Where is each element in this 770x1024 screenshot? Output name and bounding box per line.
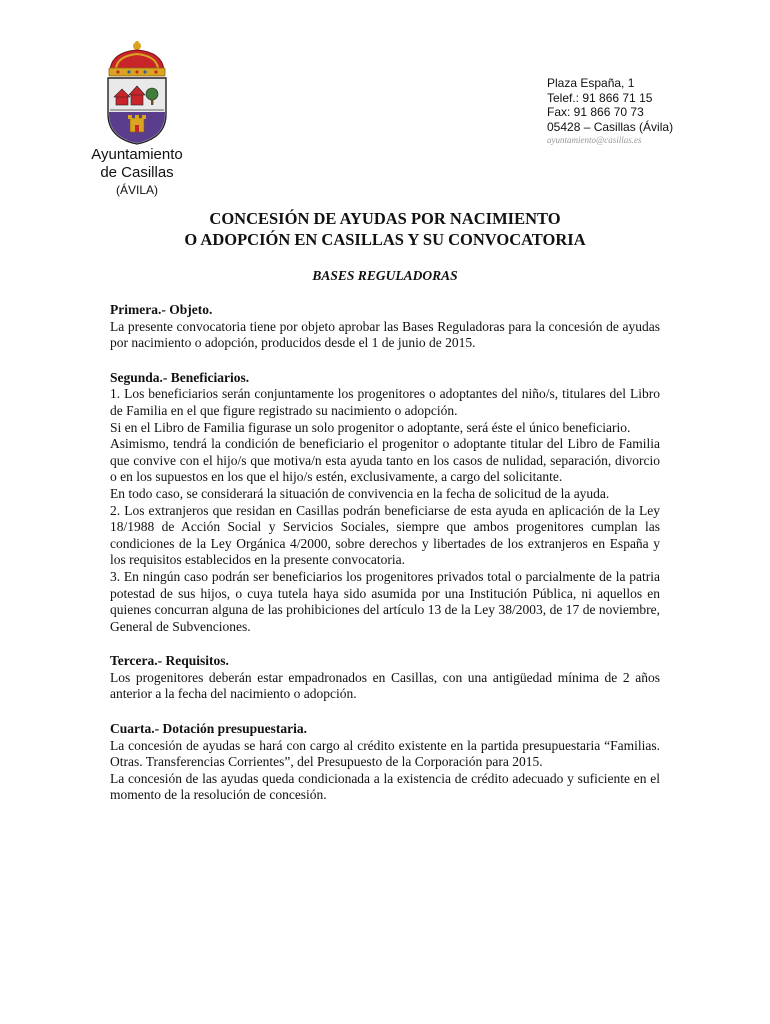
paragraph: La presente convocatoria tiene por objeto aprobar las Bases Reguladoras para la concesión de ayudas por nacimiento o adopción, producidos desde el 1 de junio de 2015. <box>110 318 660 351</box>
document-subtitle: BASES REGULADORAS <box>312 268 458 283</box>
address-block <box>547 76 673 146</box>
org-line-3: (ÁVILA) <box>115 183 158 197</box>
section-heading: Tercera.- Requisitos. <box>110 653 229 669</box>
castle-icon <box>128 115 146 132</box>
address-line: Plaza España, 1 <box>547 76 635 90</box>
section-tercera <box>110 653 660 703</box>
crown-icon <box>109 41 165 76</box>
paragraph: Si en el Libro de Familia figurase un solo progenitor o adoptante, será éste el único beneficiario. <box>110 419 631 435</box>
fax-line: Fax: 91 866 70 73 <box>547 105 644 119</box>
coat-of-arms-icon <box>104 40 170 146</box>
paragraph: 1. Los beneficiarios serán conjuntamente los progenitores o adoptantes del niño/s, titulares del Libro de Familia en el que figure registrado su nacimiento o adopción. <box>110 386 660 418</box>
document-title <box>100 208 670 250</box>
paragraph: Asimismo, tendrá la condición de beneficiario el progenitor o adoptante titular del Libro de Familia que convive con el hijo/s que motiva/n esta ayuda tanto en los casos de nulidad, separación, divorcio o en los supuestos en los que el hijo/s estén, exclusivamente, a cargo del solicitante. <box>110 436 660 485</box>
organization-name <box>72 146 202 198</box>
paragraph: 3. En ningún caso podrán ser beneficiarios los progenitores privados total o parcialmente de la patria potestad de sus hijos, o cuya tutela haya sido asumida por una Institución Pública, ni aquellos en quienes concurran alguna de las prohibiciones del artículo 13 de la Ley 38/2003, de 17 de noviembre, General de Subvenciones. <box>110 568 660 634</box>
section-cuarta <box>110 721 660 804</box>
paragraph: 2. Los extranjeros que residan en Casillas podrán beneficiarse de esta ayuda en aplicación de la Ley 18/1988 de Acción Social y Servicios Sociales, siempre que ambos progenitores cumplan las condiciones de la Ley Orgánica 4/2000, sobre derechos y libertades de los extranjeros en España y los requisitos establecidos en la presente convocatoria. <box>110 502 660 568</box>
section-heading: Primera.- Objeto. <box>110 302 213 317</box>
section-primera <box>110 302 660 352</box>
phone-line: Telef.: 91 866 71 15 <box>547 90 653 105</box>
paragraph: La concesión de ayudas se hará con cargo al crédito existente en la partida presupuestaria “Familias. Otras. Transferencias Corrientes”, del Presupuesto de la Corporación para 2015. <box>110 737 660 770</box>
postal-line: 05428 – Casillas (Ávila) <box>547 119 674 134</box>
section-heading: Segunda.- Beneficiarios. <box>110 369 250 385</box>
org-line-1: Ayuntamiento <box>91 146 183 163</box>
org-line-2: de Casillas <box>100 164 174 181</box>
title-line-2: O ADOPCIÓN EN CASILLAS Y SU CONVOCATORIA <box>184 230 586 249</box>
section-segunda <box>110 370 660 636</box>
paragraph: En todo caso, se considerará la situación de convivencia en la fecha de solicitud de la ayuda. <box>110 485 610 501</box>
title-line-1: CONCESIÓN DE AYUDAS POR NACIMIENTO <box>209 209 561 228</box>
document-body <box>110 302 660 822</box>
section-heading: Cuarta.- Dotación presupuestaria. <box>110 721 307 737</box>
paragraph: La concesión de las ayudas queda condicionada a la existencia de crédito adecuado y suficiente en el momento de la resolución de concesión. <box>110 770 660 803</box>
paragraph: Los progenitores deberán estar empadronados en Casillas, con una antigüedad mínima de 2 años anterior a la fecha del nacimiento o adopción. <box>110 669 660 702</box>
email-address: ayuntamiento@casillas.es <box>547 135 642 145</box>
